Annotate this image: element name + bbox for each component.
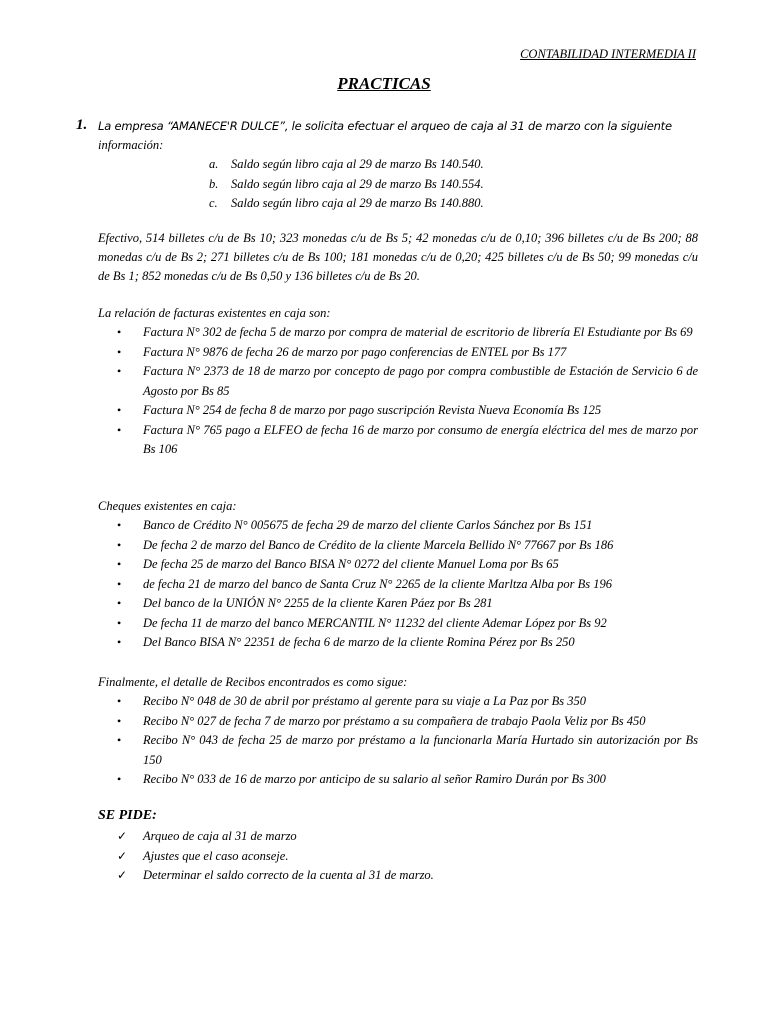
option-item: [209, 155, 484, 175]
check-item: [98, 575, 698, 595]
invoice-item: [98, 323, 698, 343]
page-title: PRACTICAS: [337, 74, 431, 93]
invoice-text: Factura N° 9876 de fecha 26 de marzo por pago conferencias de ENTEL por Bs 177: [143, 344, 567, 359]
check-text: Del banco de la UNIÓN N° 2255 de la cliente Karen Páez por Bs 281: [143, 596, 493, 610]
required-heading: SE PIDE:: [98, 808, 157, 823]
receipt-text: Recibo N° 033 de 16 de marzo por anticipo de su salario al señor Ramiro Durán por Bs 300: [143, 772, 606, 786]
bullet-icon: •: [117, 364, 122, 378]
required-item: [98, 866, 434, 886]
invoice-item: [98, 362, 698, 401]
invoice-text: Factura N° 302 de fecha 5 de marzo por compra de material de escritorio de librería El Estudiante por Bs 69: [143, 325, 693, 339]
check-item: [98, 633, 698, 653]
intro-line-2: información:: [98, 138, 164, 152]
required-text: Ajustes que el caso aconseje.: [143, 848, 289, 863]
bullet-icon: •: [117, 403, 122, 417]
bullet-icon: •: [117, 325, 122, 339]
receipt-item: [98, 770, 698, 790]
receipt-text: Recibo N° 043 de fecha 25 de marzo por préstamo a la funcionarla María Hurtado sin autorización por Bs 150: [143, 733, 698, 767]
bullet-icon: •: [117, 344, 122, 359]
check-item: [98, 516, 698, 536]
invoices-heading: La relación de facturas existentes en caja son:: [98, 306, 331, 320]
checkmark-icon: ✓: [117, 848, 128, 863]
intro-line-1: La empresa “AMANECE'R DULCE”, le solicita efectuar el arqueo de caja al 31 de marzo con la siguiente: [98, 119, 672, 133]
bullet-icon: •: [117, 694, 122, 708]
check-text: de fecha 21 de marzo del banco de Santa Cruz N° 2265 de la cliente Marltza Alba por Bs 196: [143, 576, 612, 591]
bullet-icon: •: [117, 557, 122, 571]
bullet-icon: •: [117, 576, 122, 591]
bullet-icon: •: [117, 635, 122, 649]
bullet-icon: •: [117, 733, 122, 747]
invoice-text: Factura N° 254 de fecha 8 de marzo por pago suscripción Revista Nueva Economía Bs 125: [143, 403, 602, 417]
bullet-icon: •: [117, 518, 122, 532]
option-text: Saldo según libro caja al 29 de marzo Bs 140.540.: [231, 157, 484, 171]
checks-heading: Cheques existentes en caja:: [98, 499, 237, 513]
bullet-icon: •: [117, 772, 122, 786]
invoice-item: [98, 401, 698, 421]
required-text: Determinar el saldo correcto de la cuenta al 31 de marzo.: [143, 868, 434, 882]
exercise-intro: [98, 117, 698, 155]
bullet-icon: •: [117, 713, 122, 728]
invoice-text: Factura N° 2373 de 18 de marzo por concepto de pago por compra combustible de Estación de Servicio 6 de Agosto por Bs 85: [143, 364, 698, 398]
invoice-text: Factura N° 765 pago a ELFEO de fecha 16 de marzo por consumo de energía eléctrica del mes de marzo por Bs 106: [143, 422, 698, 456]
invoices-list: [98, 323, 698, 460]
exercise-number: 1.: [76, 117, 88, 133]
bullet-icon: •: [117, 422, 122, 437]
bullet-icon: •: [117, 537, 122, 552]
check-item: [98, 536, 698, 556]
option-letter: b.: [209, 176, 219, 191]
option-item: [209, 175, 484, 195]
option-text: Saldo según libro caja al 29 de marzo Bs 140.554.: [231, 176, 484, 191]
cash-paragraph: Efectivo, 514 billetes c/u de Bs 10; 323 monedas c/u de Bs 5; 42 monedas c/u de 0,10; 396 billetes c/u de Bs 200; 88 monedas c/u de Bs 2; 271 billetes c/u de Bs 100; 181 monedas c/u de 0,20; 425 billetes c/u de Bs 50; 99 monedas c/u de Bs 1; 852 monedas c/u de Bs 0,50 y 136 billetes c/u de Bs 20.: [98, 231, 698, 283]
invoice-item: [98, 421, 698, 460]
required-item: [98, 827, 434, 847]
option-letter: c.: [209, 196, 218, 210]
option-text: Saldo según libro caja al 29 de marzo Bs 140.880.: [231, 196, 484, 210]
receipt-text: Recibo N° 027 de fecha 7 de marzo por préstamo a su compañera de trabajo Paola Veliz por Bs 450: [143, 713, 646, 728]
check-text: De fecha 2 de marzo del Banco de Crédito de la cliente Marcela Bellido N° 77667 por Bs 186: [143, 537, 614, 552]
bullet-icon: •: [117, 615, 122, 630]
receipt-item: [98, 692, 698, 712]
required-text: Arqueo de caja al 31 de marzo: [143, 829, 297, 843]
invoice-item: [98, 343, 698, 363]
option-letter: a.: [209, 157, 219, 171]
check-text: De fecha 25 de marzo del Banco BISA N° 0272 del cliente Manuel Loma por Bs 65: [143, 557, 559, 571]
receipt-item: [98, 712, 698, 732]
options-list: [209, 155, 484, 214]
course-header: CONTABILIDAD INTERMEDIA II: [520, 47, 696, 61]
check-item: [98, 555, 698, 575]
check-text: Banco de Crédito N° 005675 de fecha 29 de marzo del cliente Carlos Sánchez por Bs 151: [143, 518, 593, 532]
check-text: De fecha 11 de marzo del banco MERCANTIL N° 11232 del cliente Ademar López por Bs 92: [143, 615, 607, 630]
check-text: Del Banco BISA N° 22351 de fecha 6 de marzo de la cliente Romina Pérez por Bs 250: [143, 635, 575, 649]
receipts-list: [98, 692, 698, 790]
check-item: [98, 594, 698, 614]
required-item: [98, 847, 434, 867]
option-item: [209, 194, 484, 214]
required-list: [98, 827, 434, 886]
bullet-icon: •: [117, 596, 122, 610]
receipts-heading: Finalmente, el detalle de Recibos encontrados es como sigue:: [98, 675, 408, 689]
check-item: [98, 614, 698, 634]
receipt-text: Recibo N° 048 de 30 de abril por préstamo al gerente para su viaje a La Paz por Bs 350: [143, 694, 587, 708]
checkmark-icon: ✓: [117, 868, 128, 882]
receipt-item: [98, 731, 698, 770]
checkmark-icon: ✓: [117, 829, 128, 843]
checks-list: [98, 516, 698, 653]
